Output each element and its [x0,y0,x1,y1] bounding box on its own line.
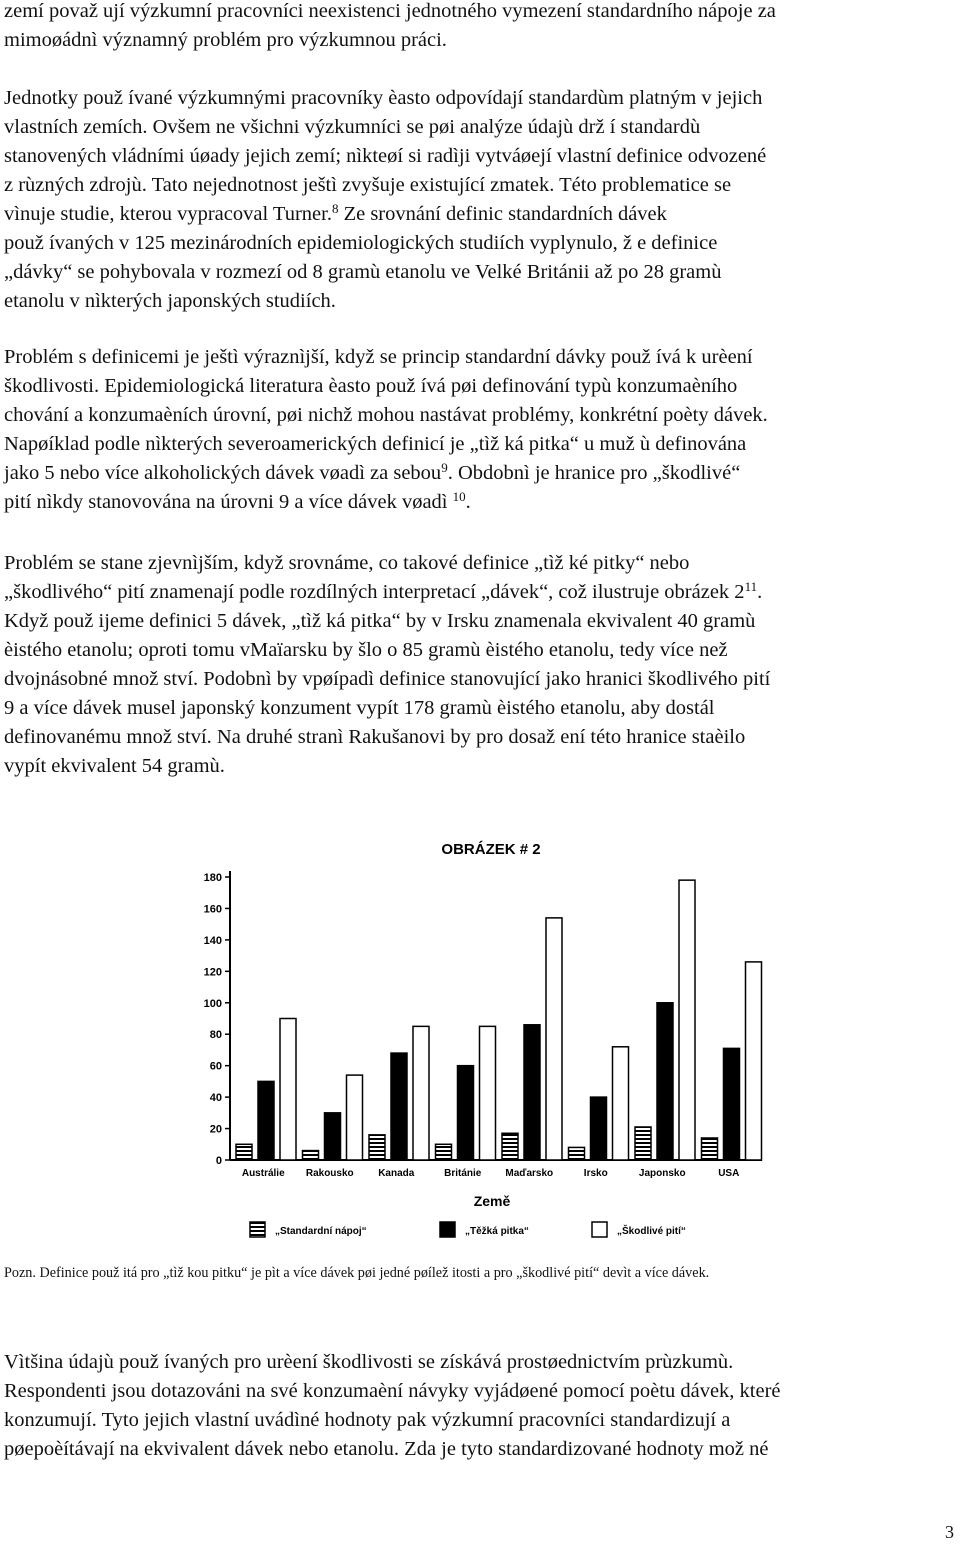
bar [635,1127,651,1160]
page-number: 3 [945,1522,954,1542]
x-axis-labels [242,1168,739,1179]
bar [391,1053,407,1160]
bar [702,1138,718,1160]
y-tick-label: 40 [209,1092,222,1105]
bar [325,1113,341,1160]
text-segment: . [465,491,471,513]
y-tick-label: 120 [203,966,222,979]
text-segment: Ze srovnání definic standardních dávek [338,203,667,225]
text-segment: . Obdobnì je hranice pro „škodlivé“ [447,462,741,484]
y-tick-label: 80 [209,1029,222,1042]
y-tick-label: 160 [203,903,222,916]
bar [369,1135,385,1160]
text-line: „dávky“ se pohybovala v rozmezí od 8 gramù etanolu ve Velké Británii až po 28 gramù [4,261,722,283]
y-tick-label: 100 [203,997,222,1010]
y-tick-label: 20 [209,1123,222,1136]
text-line: zemí považ ují výzkumní pracovníci neexistenci jednotného vymezení standardního nápoje za [4,0,776,22]
legend-label: „Standardní nápoj“ [275,1226,367,1237]
text-line: dvojnásobné množ ství. Podobnì by vpøípadì definice stanovující jako hranici škodlivého pití [4,668,771,690]
bar [746,962,762,1160]
bar [613,1047,629,1160]
text-line: Když použ ijeme definici 5 dávek, „tìž ká pitka“ by v Irsku znamenala ekvivalent 40 gramù [4,610,756,632]
x-tick-label: Irsko [583,1168,608,1179]
footnote-ref: 11 [744,579,758,594]
x-tick-label: Británie [444,1168,482,1179]
legend-label: „Těžká pitka“ [465,1226,529,1237]
bar [258,1081,274,1160]
bar [303,1151,319,1160]
paragraph-3 [4,343,954,517]
text-line: definovanému množ ství. Na druhé stranì Rakušanovi by pro dosaž ení této hranice staèilo [4,726,746,748]
bar [546,918,562,1160]
text-line: Respondenti jsou dotazováni na své konzumaèní návyky vyjádøené pomocí poètu dávek, které [4,1380,781,1402]
bar [458,1066,474,1160]
x-tick-label: USA [718,1168,740,1179]
text-line: vlastních zemích. Ovšem ne všichni výzkumníci se pøi analýze údajù drž í standardù [4,116,701,138]
text-line: vypít ekvivalent 54 gramù. [4,755,225,777]
bar [236,1144,252,1160]
paragraph-5 [4,1348,954,1464]
paragraph-2 [4,84,954,316]
text-line: Napøíklad podle nìkterých severoamerických definicí je „tìž ká pitka“ u muž ù definována [4,433,747,455]
text-segment: pití nìkdy stanovována na úrovni 9 a více dávek vøadì [4,491,448,513]
text-line: pøepoèítávají na ekvivalent dávek nebo etanolu. Zda je tyto standardizované hodnoty mož né [4,1438,769,1460]
text-line: stanovených vládními úøady jejich zemí; nìkteøí si radìji vytváøejí vlastní definice odvozené [4,145,767,167]
text-segment: . [757,581,763,603]
chart-legend [250,1222,686,1237]
x-tick-label: Japonsko [638,1168,686,1179]
paragraph-4 [4,549,954,781]
legend-label: „Škodlivé pití“ [617,1226,686,1237]
text-line: škodlivosti. Epidemiologická literatura èasto použ ívá pøi definování typù konzumaèního [4,375,738,397]
text-line: Problém se stane zjevnìjším, když srovnáme, co takové definice „tìž ké pitky“ nebo [4,552,690,574]
text-line: chování a konzumaèních úrovní, pøi nichž mohou nastávat problémy, konkrétní poèty dávek. [4,404,768,426]
text-segment: „škodlivého“ pití znamenají podle rozdílných interpretací „dávek“, což ilustruje obrázek 2 [4,581,745,603]
x-tick-label: Kanada [378,1168,415,1179]
text-line: mimoøádnì významný problém pro výzkumnou práci. [4,29,447,51]
text-line: Vìtšina údajù použ ívaných pro urèení škodlivosti se získává prostøednictvím prùzkumù. [4,1351,734,1373]
bar [502,1133,518,1160]
text-line [4,200,954,229]
bar [347,1075,363,1160]
bar [413,1026,429,1160]
figure-note: Pozn. Definice použ itá pro „tìž kou pitku“ je pìt a více dávek pøi jedné pøílež itosti a pro „škodlivé pití“ devìt a více dávek. [4,1265,710,1281]
bar-chart [0,830,960,1250]
text-line: etanolu v nìkterých japonských studiích. [4,290,336,312]
text-segment: jako 5 nebo více alkoholických dávek vøadì za sebou [4,462,442,484]
bar-group [236,880,762,1160]
text-line [4,578,954,607]
text-line: Problém s definicemi je ještì výraznìjší, když se princip standardní dávky použ ívá k urèení [4,346,753,368]
bar [524,1025,540,1160]
x-tick-label: Maďarsko [505,1168,554,1179]
bar [480,1026,496,1160]
text-line: konzumují. Tyto jejich vlastní uvádìné hodnoty pak výzkumní pracovníci standardizují a [4,1409,731,1431]
bar [280,1019,296,1161]
text-line: z rùzných zdrojù. Tato nejednotnost ještì zvyšuje existující zmatek. Této problematice se [4,174,732,196]
bar [657,1003,673,1160]
x-tick-label: Austrálie [241,1168,285,1179]
y-tick-label: 180 [203,872,222,884]
x-tick-label: Rakousko [305,1168,354,1179]
text-segment: vìnuje studie, kterou vypracoval Turner. [4,203,332,225]
footnote-ref: 9 [441,460,448,475]
bar [724,1048,740,1160]
footnote-ref: 10 [452,489,466,504]
legend-swatch [440,1222,455,1237]
text-line [4,488,954,517]
text-line [4,459,954,488]
text-line: Jednotky použ ívané výzkumnými pracovníky èasto odpovídají standardùm platným v jejich [4,87,763,109]
text-line: èistého etanolu; oproti tomu vMaïarsku by šlo o 85 gramù èistého etanolu, tedy více než [4,639,728,661]
bar [591,1097,607,1160]
x-axis-title: Země [473,1193,511,1209]
legend-swatch [592,1222,607,1237]
y-tick-label: 0 [215,1155,222,1167]
legend-swatch [250,1222,265,1237]
y-tick-label: 60 [209,1060,222,1073]
bar [569,1147,585,1160]
y-tick-label: 140 [203,934,222,947]
chart-title: OBRÁZEK # 2 [441,841,541,858]
text-line: použ ívaných v 125 mezinárodních epidemiologických studiích vyplynulo, ž e definice [4,232,718,254]
bar [679,880,695,1160]
bar [436,1144,452,1160]
text-line: 9 a více dávek musel japonský konzument vypít 178 gramù èistého etanolu, aby dostál [4,697,715,719]
paragraph-1 [4,0,954,55]
footnote-ref: 8 [331,201,339,216]
